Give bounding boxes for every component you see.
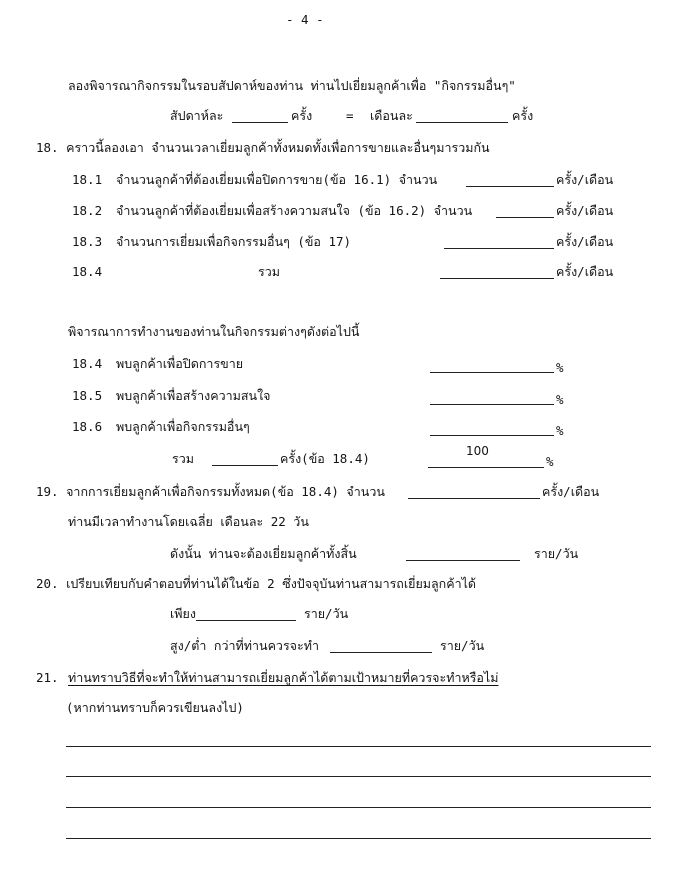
closing-percent-field[interactable] <box>430 360 554 373</box>
q18-4-field[interactable] <box>440 266 554 279</box>
q18-2-field[interactable] <box>496 205 554 218</box>
monthly-count-field[interactable] <box>416 110 508 123</box>
q18-item-text: จำนวนการเยี่ยมเพื่อกิจกรรมอื่นๆ (ข้อ 17) <box>116 234 352 249</box>
q18-item-unit: ครั้ง/เดือน <box>556 203 614 218</box>
consider-item-text: พบลูกค้าเพื่อสร้างความสนใจ <box>116 388 271 403</box>
weekly-times-label: ครั้ง <box>291 108 313 123</box>
consider-item-text: พบลูกค้าเพื่อกิจกรรมอื่นๆ <box>116 419 250 434</box>
total-percent-field[interactable] <box>428 455 544 468</box>
q19-line1: 19. จากการเยี่ยมลูกค้าเพื่อกิจกรรมทั้งหมด(ข้อ 18.4) จำนวน <box>36 484 385 499</box>
q20-difference-field[interactable] <box>330 640 432 653</box>
total-times-field[interactable] <box>212 453 278 466</box>
q20-unit1: ราย/วัน <box>304 606 349 621</box>
consider-item-text: พบลูกค้าเพื่อปิดการขาย <box>116 356 244 371</box>
q18-3-field[interactable] <box>444 236 554 249</box>
q18-item-text: จำนวนลูกค้าที่ต้องเยี่ยมเพื่อสร้างความสนใจ (ข้อ 16.2) จำนวน <box>116 203 473 218</box>
other-percent-field[interactable] <box>430 423 554 436</box>
interest-percent-field[interactable] <box>430 392 554 405</box>
q18-item-unit: ครั้ง/เดือน <box>556 234 614 249</box>
percent-sign: % <box>556 423 564 438</box>
q18-item-unit: ครั้ง/เดือน <box>556 172 614 187</box>
consider-total-label: รวม <box>172 451 194 466</box>
q18-1-field[interactable] <box>466 174 554 187</box>
q18-heading: 18. คราวนี้ลองเอา จำนวนเวลาเยี่ยมลูกค้าทั้งหมดทั้งเพื่อการขายและอื่นๆมารวมกัน <box>36 140 490 155</box>
answer-line[interactable] <box>66 806 651 808</box>
answer-line[interactable] <box>66 837 651 839</box>
q18-item-text: จำนวนลูกค้าที่ต้องเยี่ยมเพื่อปิดการขาย(ข้อ 16.1) จำนวน <box>116 172 438 187</box>
monthly-label: เดือนละ <box>370 108 413 123</box>
consider-item-number: 18.4 <box>72 356 103 371</box>
q21-number: 21. <box>36 670 59 685</box>
page-number: - 4 - <box>286 12 324 27</box>
q18-item-number: 18.2 <box>72 203 103 218</box>
q20-line1: 20. เปรียบเทียบกับคำตอบที่ท่านได้ในข้อ 2 ซึ่งปัจจุบันท่านสามารถเยี่ยมลูกค้าได้ <box>36 576 477 591</box>
q20-line3: สูง/ต่ำ กว่าที่ท่านควรจะทำ <box>170 638 319 653</box>
q19-visits-per-day-field[interactable] <box>406 548 520 561</box>
q18-item-number: 18.3 <box>72 234 103 249</box>
q19-unit1: ครั้ง/เดือน <box>542 484 600 499</box>
q18-item-number: 18.4 <box>72 264 103 279</box>
percent-sign: % <box>546 454 554 469</box>
percent-sign: % <box>556 392 564 407</box>
consider-item-number: 18.6 <box>72 419 103 434</box>
q20-current-visits-field[interactable] <box>196 608 296 621</box>
q18-item-number: 18.1 <box>72 172 103 187</box>
q18-total-label: รวม <box>258 264 280 279</box>
q19-total-visits-field[interactable] <box>408 486 540 499</box>
q19-unit3: ราย/วัน <box>534 546 579 561</box>
equals-sign: = <box>346 108 354 123</box>
q18-item-unit: ครั้ง/เดือน <box>556 264 614 279</box>
q20-unit3: ราย/วัน <box>440 638 485 653</box>
q21-hint: (หากท่านทราบก็ควรเขียนลงไป) <box>66 700 244 715</box>
q19-line3: ดังนั้น ท่านจะต้องเยี่ยมลูกค้าทั้งสิ้น <box>170 546 357 561</box>
q21-question: ท่านทราบวิธีที่จะทำให้ท่านสามารถเยี่ยมลูกค้าได้ตามเป้าหมายที่ควรจะทำหรือไม่ <box>68 670 499 685</box>
consider-heading: พิจารณาการทำงานของท่านในกิจกรรมต่างๆดังต่อไปนี้ <box>68 324 360 339</box>
total-percent-value: 100 <box>466 444 489 458</box>
consider-item-number: 18.5 <box>72 388 103 403</box>
percent-sign: % <box>556 360 564 375</box>
weekly-label: สัปดาห์ละ <box>170 108 224 123</box>
weekly-count-field[interactable] <box>232 110 288 123</box>
q20-only-label: เพียง <box>170 606 196 621</box>
consider-total-times: ครั้ง(ข้อ 18.4) <box>280 451 370 466</box>
monthly-times-label: ครั้ง <box>512 108 534 123</box>
answer-line[interactable] <box>66 745 651 747</box>
intro-line: ลองพิจารณากิจกรรมในรอบสัปดาห์ของท่าน ท่านไปเยี่ยมลูกค้าเพื่อ "กิจกรรมอื่นๆ" <box>68 78 516 93</box>
q19-line2: ท่านมีเวลาทำงานโดยเฉลี่ย เดือนละ 22 วัน <box>68 514 309 529</box>
answer-line[interactable] <box>66 775 651 777</box>
